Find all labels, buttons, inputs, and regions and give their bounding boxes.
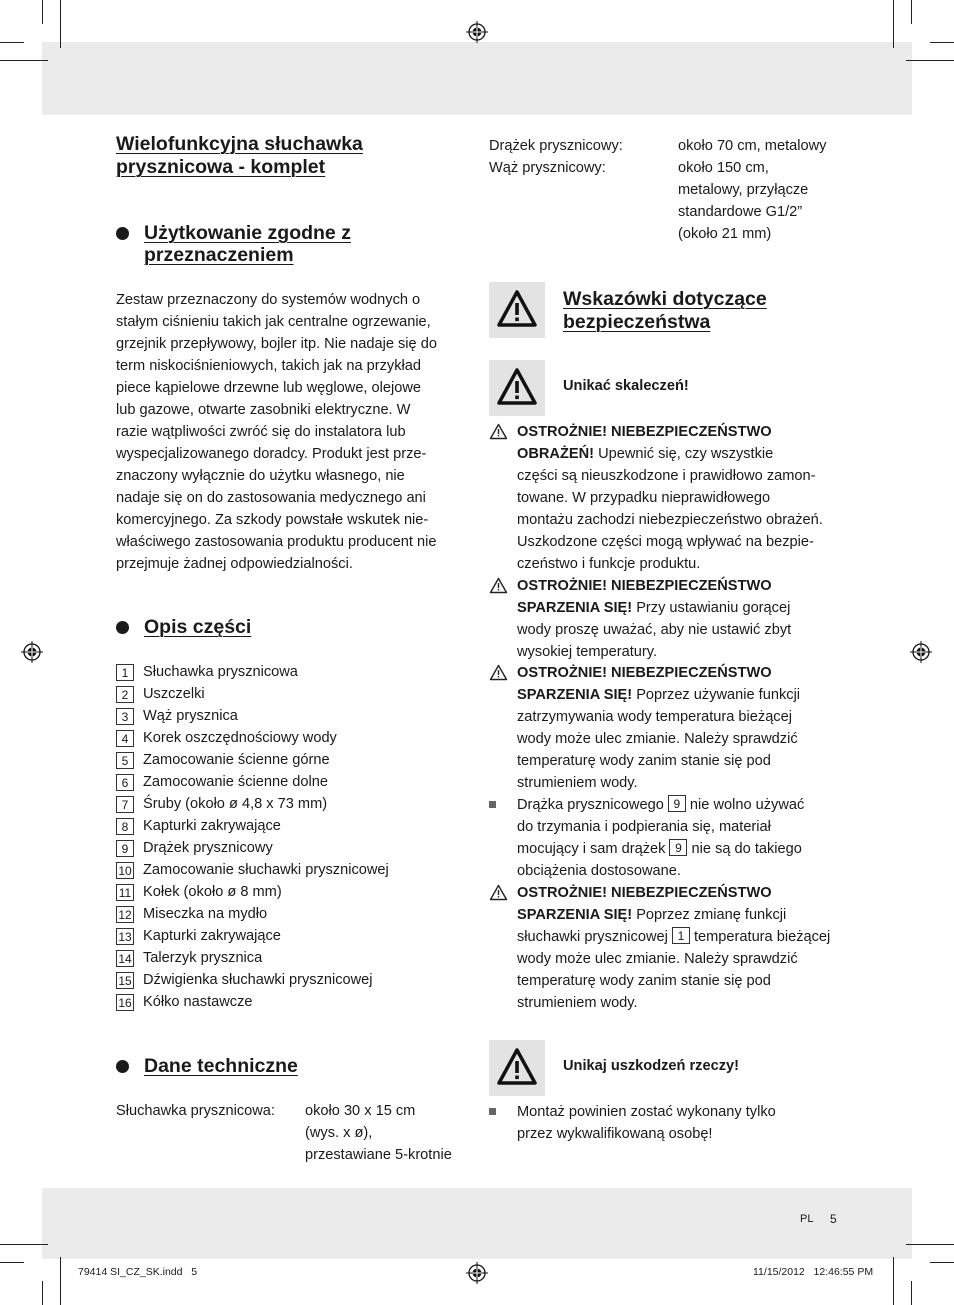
warning-small-icon (489, 884, 508, 901)
damage-title: Unikaj uszkodzeń rzeczy! (563, 1058, 739, 1074)
warning-small-icon (489, 423, 508, 440)
header-band (42, 42, 912, 115)
tech-rod-label: Drążek prysznicowy: (489, 138, 623, 154)
parts-list (116, 661, 389, 1013)
list-item: 13 Kapturki zakrywające (116, 925, 389, 947)
list-item: 1 Słuchawka prysznicowa (116, 661, 389, 683)
list-item: 6 Zamocowanie ścienne dolne (116, 771, 389, 793)
list-item: 3 Wąż prysznica (116, 705, 389, 727)
footer-datetime: 11/15/2012 12:46:55 PM (753, 1266, 874, 1278)
safety-warning-box (489, 282, 545, 338)
damage-warning-box (489, 1040, 545, 1096)
page-title (116, 133, 476, 179)
part-ref: 1 (672, 927, 690, 944)
list-item: 7 Śruby (około ø 4,8 x 73 mm) (116, 793, 389, 815)
safety-heading: Wskazówki dotyczące bezpieczeństwa (563, 288, 767, 333)
bullet-item: Drążka prysznicowego 9 nie wolno używać do trzymania i podpierania się, materiał mocujący i sam drążek 9 nie są do takiego obciążenia dostosowane. (489, 794, 839, 882)
injury-title: Unikać skaleczeń! (563, 378, 689, 394)
warning-triangle-icon (489, 1040, 545, 1096)
square-bullet-icon (489, 801, 496, 808)
part-ref: 9 (668, 795, 686, 812)
warning-triangle-icon (489, 360, 545, 416)
part-ref: 9 (669, 839, 687, 856)
registration-mark-icon (466, 21, 488, 43)
tech-heading: Dane techniczne (116, 1055, 298, 1077)
warning-item: OSTROŻNIE! NIEBEZPIECZEŃSTWO OBRAŻEŃ! Upewnić się, czy wszystkie części są nieuszkodzone i prawidłowo zamon- towane. W przypadku nieprawidłowego montażu zachodzi niebezpieczeństwo obrażeń. Uszkodzone części mogą wpływać na bezpie- czeństwo i funkcje produktu. (489, 421, 839, 575)
list-item: 16 Kółko nastawcze (116, 991, 389, 1013)
list-item: 11 Kołek (około ø 8 mm) (116, 881, 389, 903)
list-item: 8 Kapturki zakrywające (116, 815, 389, 837)
section-bullet-icon (116, 621, 129, 634)
footer-lang: PL (800, 1213, 814, 1225)
page-title-line1: Wielofunkcyjna słuchawka (116, 133, 363, 155)
list-item: 9 Drążek prysznicowy (116, 837, 389, 859)
list-item: 10 Zamocowanie słuchawki prysznicowej (116, 859, 389, 881)
tech-handset-value: około 30 x 15 cm (wys. x ø), przestawiane 5-krotnie (305, 1103, 452, 1163)
registration-mark-icon (21, 641, 43, 663)
section-bullet-icon (116, 227, 129, 240)
registration-mark-icon (910, 641, 932, 663)
list-item: 14 Talerzyk prysznica (116, 947, 389, 969)
warning-triangle-icon (489, 282, 545, 338)
warning-item: OSTROŻNIE! NIEBEZPIECZEŃSTWO SPARZENIA SIĘ! Poprzez używanie funkcji zatrzymywania wody temperatura bieżącej wody może ulec zmianie. Należy sprawdzić temperaturę wody zanim stanie się pod strumieniem wody. (489, 662, 839, 794)
list-item: 5 Zamocowanie ścienne górne (116, 749, 389, 771)
list-item: 12 Miseczka na mydło (116, 903, 389, 925)
tech-hose-label: Wąż prysznicowy: (489, 160, 606, 176)
tech-hose-value: około 150 cm, metalowy, przyłącze standardowe G1/2” (około 21 mm) (678, 160, 809, 242)
page-title-line2: prysznicowa - komplet (116, 156, 326, 178)
section-bullet-icon (116, 1060, 129, 1073)
tech-rod-value: około 70 cm, metalowy (678, 138, 827, 154)
intended-use-text: Zestaw przeznaczony do systemów wodnych o stałym ciśnieniu takich jak centralne ogrzewanie, grzejnik przepływowy, bojler itp. Nie nadaje się do term niskociśnieniowych, takich jak na przykład piece kąpielowe drzewne lub węglowe, olejowe lub gazowe, otwarte zasobniki elektryczne. W razie wątpliwości zwróć się do instalatora lub wyspecjalizowanego doradcy. Produkt jest prze- znaczony wyłącznie do użytku własnego, nie nadaje się on do zastosowania medycznego ani komercyjnego. Za szkody powstałe wskutek nie- właściwego zastosowania produktu producent nie przejmuje żadnej odpowiedzialności. (116, 292, 437, 572)
square-bullet-icon (489, 1108, 496, 1115)
registration-mark-icon (466, 1262, 488, 1284)
warning-small-icon (489, 664, 508, 681)
parts-heading: Opis części (116, 616, 251, 638)
bullet-item: Montaż powinien zostać wykonany tylko przez wykwalifikowaną osobę! (489, 1101, 839, 1145)
injury-warning-box (489, 360, 545, 416)
warning-small-icon (489, 577, 508, 594)
warning-item: OSTROŻNIE! NIEBEZPIECZEŃSTWO SPARZENIA SIĘ! Przy ustawianiu gorącej wody proszę uważać, aby nie ustawić zbyt wysokiej temperatury. (489, 575, 839, 663)
tech-handset-label: Słuchawka prysznicowa: (116, 1103, 275, 1119)
intended-use-heading: Użytkowanie zgodne z przeznaczeniem (116, 222, 466, 266)
list-item: 15 Dźwigienka słuchawki prysznicowej (116, 969, 389, 991)
page-number: 5 (830, 1212, 837, 1226)
warning-item: OSTROŻNIE! NIEBEZPIECZEŃSTWO SPARZENIA SIĘ! Poprzez zmianę funkcji słuchawki prysznicowej 1 temperatura bieżącej wody może ulec zmianie. Należy sprawdzić temperaturę wody zanim stanie się pod strumieniem wody. (489, 882, 839, 1014)
list-item: 4 Korek oszczędnościowy wody (116, 727, 389, 749)
footer-band (42, 1188, 912, 1259)
list-item: 2 Uszczelki (116, 683, 389, 705)
footer-filename: 79414 SI_CZ_SK.indd 5 (78, 1266, 198, 1278)
